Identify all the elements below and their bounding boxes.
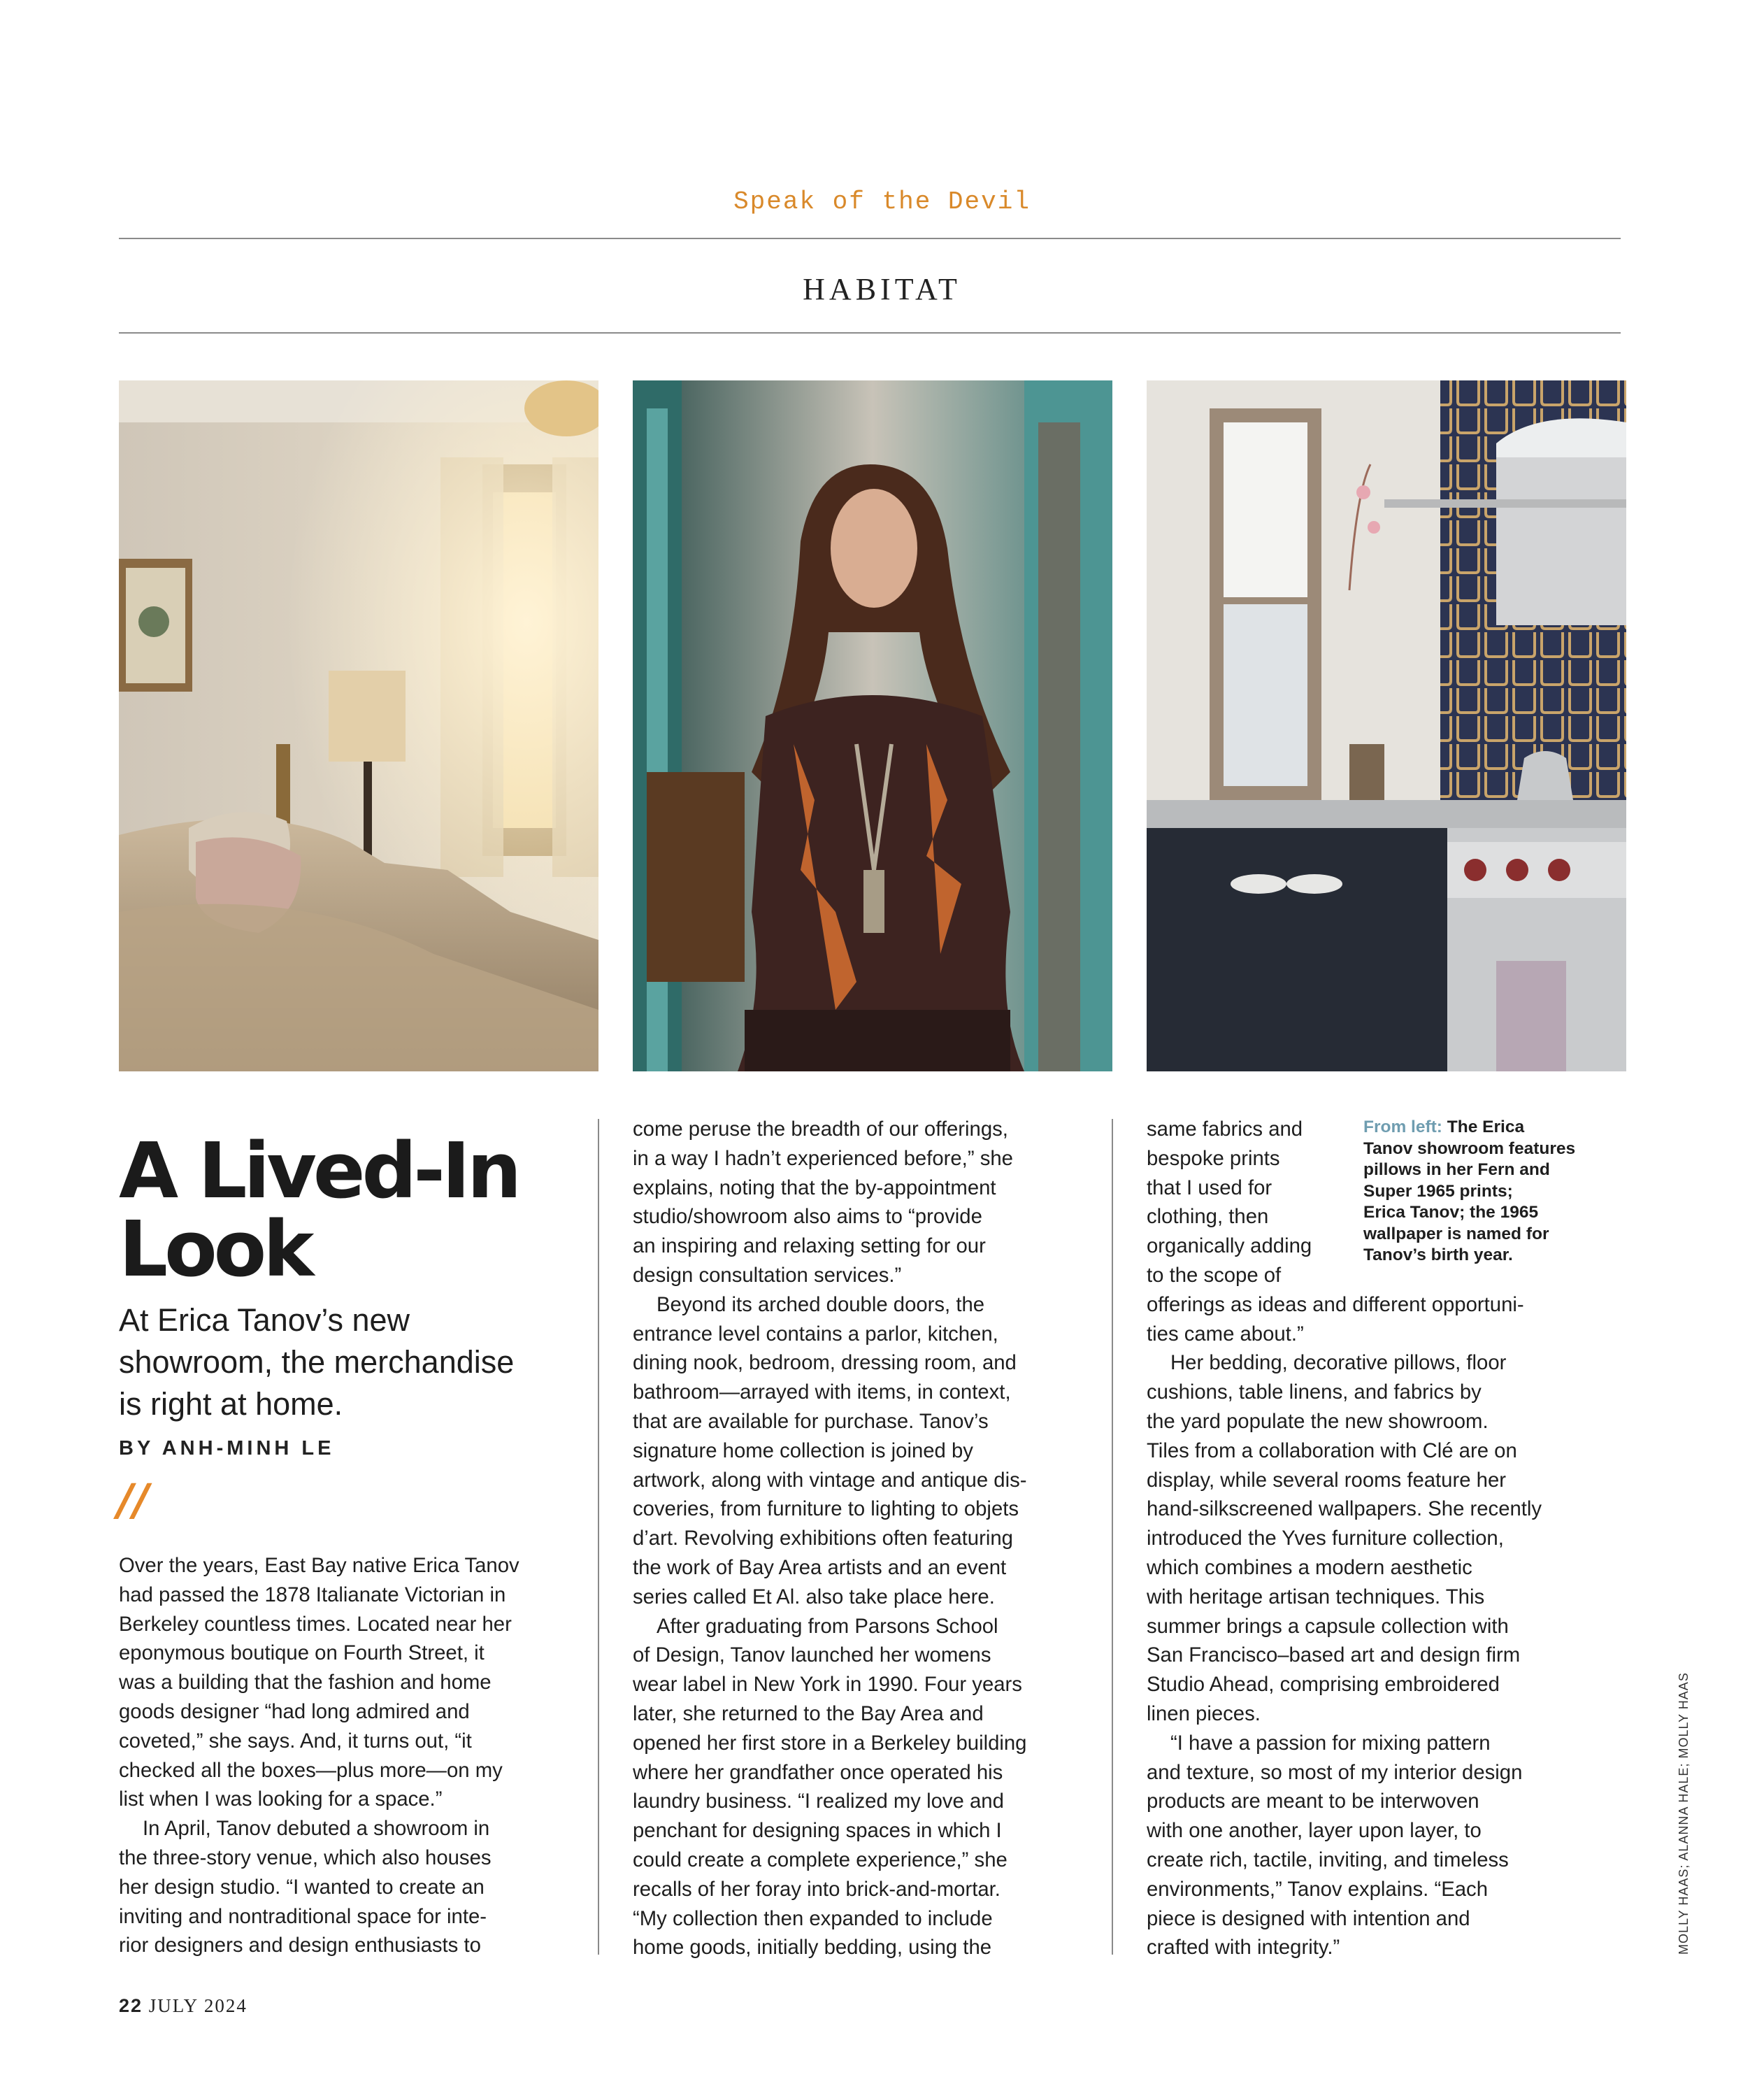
body-text-line: and texture, so most of my interior design [1147,1760,1523,1784]
body-text-line: entrance level contains a parlor, kitchen, [633,1322,998,1346]
dek-line: At Erica Tanov’s new [119,1302,410,1338]
caption-line-rest: The Erica [1442,1118,1525,1136]
body-text-line: to the scope of [1147,1263,1282,1287]
header-rule-bottom [119,332,1621,334]
body-text-line: could create a complete experience,” she [633,1848,1008,1871]
body-text-line: linen pieces. [1147,1701,1261,1725]
body-text-line: laundry business. “I realized my love and [633,1790,1004,1813]
portrait-photo [633,380,1112,1071]
body-text-line: series called Et Al. also take place here. [633,1585,995,1608]
body-text-line: Tiles from a collaboration with Clé are on [1147,1439,1517,1462]
body-text-line: goods designer “had long admired and [119,1699,470,1723]
body-text-line: artwork, along with vintage and antique dis- [633,1468,1027,1492]
caption-line: Erica Tanov; the 1965 [1363,1203,1539,1222]
body-text-line: clothing, then [1147,1205,1269,1229]
body-text-line: After graduating from Parsons School [657,1614,998,1638]
body-text-line: Studio Ahead, comprising embroidered [1147,1673,1500,1697]
body-text-line: offerings as ideas and different opportuni- [1147,1292,1524,1316]
caption-line: pillows in her Fern and [1363,1160,1550,1179]
body-text-line: with one another, layer upon layer, to [1147,1819,1482,1843]
body-text-line: dining nook, bedroom, dressing room, and [633,1351,1017,1375]
body-column-1 [119,1551,566,1960]
dek-line: is right at home. [119,1386,343,1422]
body-text-line: list when I was looking for a space.” [119,1787,443,1811]
section-kicker: Speak of the Devil [733,187,1031,216]
caption-lead: From left: [1363,1118,1442,1136]
body-text-line: Over the years, East Bay native Erica Tanov [119,1554,519,1577]
body-text-line: penchant for designing spaces in which I [633,1819,1002,1843]
article-headline [119,1126,608,1294]
photo-caption [1363,1117,1601,1266]
body-text-line: opened her first store in a Berkeley building [633,1731,1027,1755]
body-text-line: Berkeley countless times. Located near her [119,1612,512,1636]
body-text-line: ties came about.” [1147,1322,1304,1346]
body-text-line: her design studio. “I wanted to create an [119,1875,485,1899]
bedroom-photo [119,380,598,1071]
body-text-line: organically adding [1147,1234,1312,1258]
body-text-line: crafted with integrity.” [1147,1936,1340,1960]
body-text-line: same fabrics and [1147,1118,1303,1141]
body-text-line: Beyond its arched double doors, the [657,1292,985,1316]
body-text-line: in a way I hadn’t experienced before,” she [633,1146,1013,1170]
body-text-line: come peruse the breadth of our offerings, [633,1118,1008,1141]
body-text-line: In April, Tanov debuted a showroom in [143,1817,490,1841]
body-text-line: cushions, table linens, and fabrics by [1147,1380,1482,1404]
kitchen-photo [1147,380,1626,1071]
body-text-line: design consultation services.” [633,1263,902,1287]
body-text-line: inviting and nontraditional space for inte- [119,1904,487,1928]
dek-line: showroom, the merchandise [119,1344,515,1380]
body-text-line: rior designers and design enthusiasts to [119,1934,481,1957]
body-text-line: that I used for [1147,1176,1272,1199]
body-text-line: wear label in New York in 1990. Four years [633,1673,1022,1697]
body-text-line: San Francisco–based art and design firm [1147,1643,1521,1667]
body-text-line: introduced the Yves furniture collection, [1147,1527,1504,1550]
body-text-line: coveted,” she says. And, it turns out, “it [119,1729,472,1753]
body-text-line: hand-silkscreened wallpapers. She recently [1147,1497,1542,1521]
column-rule-2 [1112,1119,1113,1955]
body-text-line: d’art. Revolving exhibitions often featuring [633,1527,1013,1550]
body-text-line: explains, noting that the by-appointment [633,1176,996,1199]
body-text-line: home goods, initially bedding, using the [633,1936,992,1960]
article-dek [119,1299,580,1425]
body-text-line: an inspiring and relaxing setting for our [633,1234,986,1258]
body-text-line: signature home collection is joined by [633,1439,973,1462]
body-text-line: the yard populate the new showroom. [1147,1409,1489,1433]
headline-line-2: Look [119,1204,311,1294]
body-text-line: Her bedding, decorative pillows, floor [1170,1351,1507,1375]
body-column-2 [633,1115,1080,1962]
page-number: 22 [119,1995,143,2016]
caption-line: wallpaper is named for [1363,1224,1549,1243]
issue-date: JULY 2024 [148,1995,248,2016]
header-rule-top [119,238,1621,239]
body-text-line: summer brings a capsule collection with [1147,1614,1509,1638]
body-text-line: of Design, Tanov launched her womens [633,1643,991,1667]
body-text-line: checked all the boxes—plus more—on my [119,1758,503,1782]
body-text-line: bespoke prints [1147,1146,1280,1170]
caption-line: Tanov’s birth year. [1363,1246,1513,1264]
body-text-line: the work of Bay Area artists and an event [633,1555,1007,1579]
body-text-line: which combines a modern aesthetic [1147,1555,1472,1579]
byline: BY ANH-MINH LE [119,1437,335,1460]
body-text-line: bathroom—arrayed with items, in context, [633,1380,1011,1404]
body-text-line: “My collection then expanded to include [633,1906,993,1930]
body-text-line: piece is designed with intention and [1147,1906,1470,1930]
body-text-line: coveries, from furniture to lighting to objets [633,1497,1019,1521]
body-text-line: recalls of her foray into brick-and-mortar. [633,1877,1001,1901]
body-text-line: was a building that the fashion and home [119,1671,492,1694]
section-title: HABITAT [803,272,961,306]
column-rule-1 [598,1119,599,1955]
headline-line-1: A Lived-In [119,1126,519,1215]
body-text-line: eponymous boutique on Fourth Street, it [119,1641,485,1665]
body-text-line: environments,” Tanov explains. “Each [1147,1877,1488,1901]
body-text-line: where her grandfather once operated his [633,1760,1003,1784]
caption-line: Tanov showroom features [1363,1139,1576,1158]
body-text-line: display, while several rooms feature her [1147,1468,1507,1492]
folio [119,1995,248,2017]
body-text-line: with heritage artisan techniques. This [1147,1585,1485,1608]
body-text-line: the three-story venue, which also houses [119,1846,492,1869]
ornament-slashes: // [117,1474,150,1525]
photo-credit: MOLLY HAAS; ALANNA HALE; MOLLY HAAS [1677,1672,1691,1955]
body-text-line: had passed the 1878 Italianate Victorian in [119,1583,506,1606]
body-text-line: “I have a passion for mixing pattern [1170,1731,1491,1755]
caption-line: Super 1965 prints; [1363,1181,1513,1201]
body-text-line: that are available for purchase. Tanov’s [633,1409,989,1433]
caption-line [1363,1117,1601,1139]
body-text-line: later, she returned to the Bay Area and [633,1701,984,1725]
body-text-line: studio/showroom also aims to “provide [633,1205,982,1229]
body-text-line: create rich, tactile, inviting, and timeless [1147,1848,1509,1871]
body-text-line: products are meant to be interwoven [1147,1790,1479,1813]
